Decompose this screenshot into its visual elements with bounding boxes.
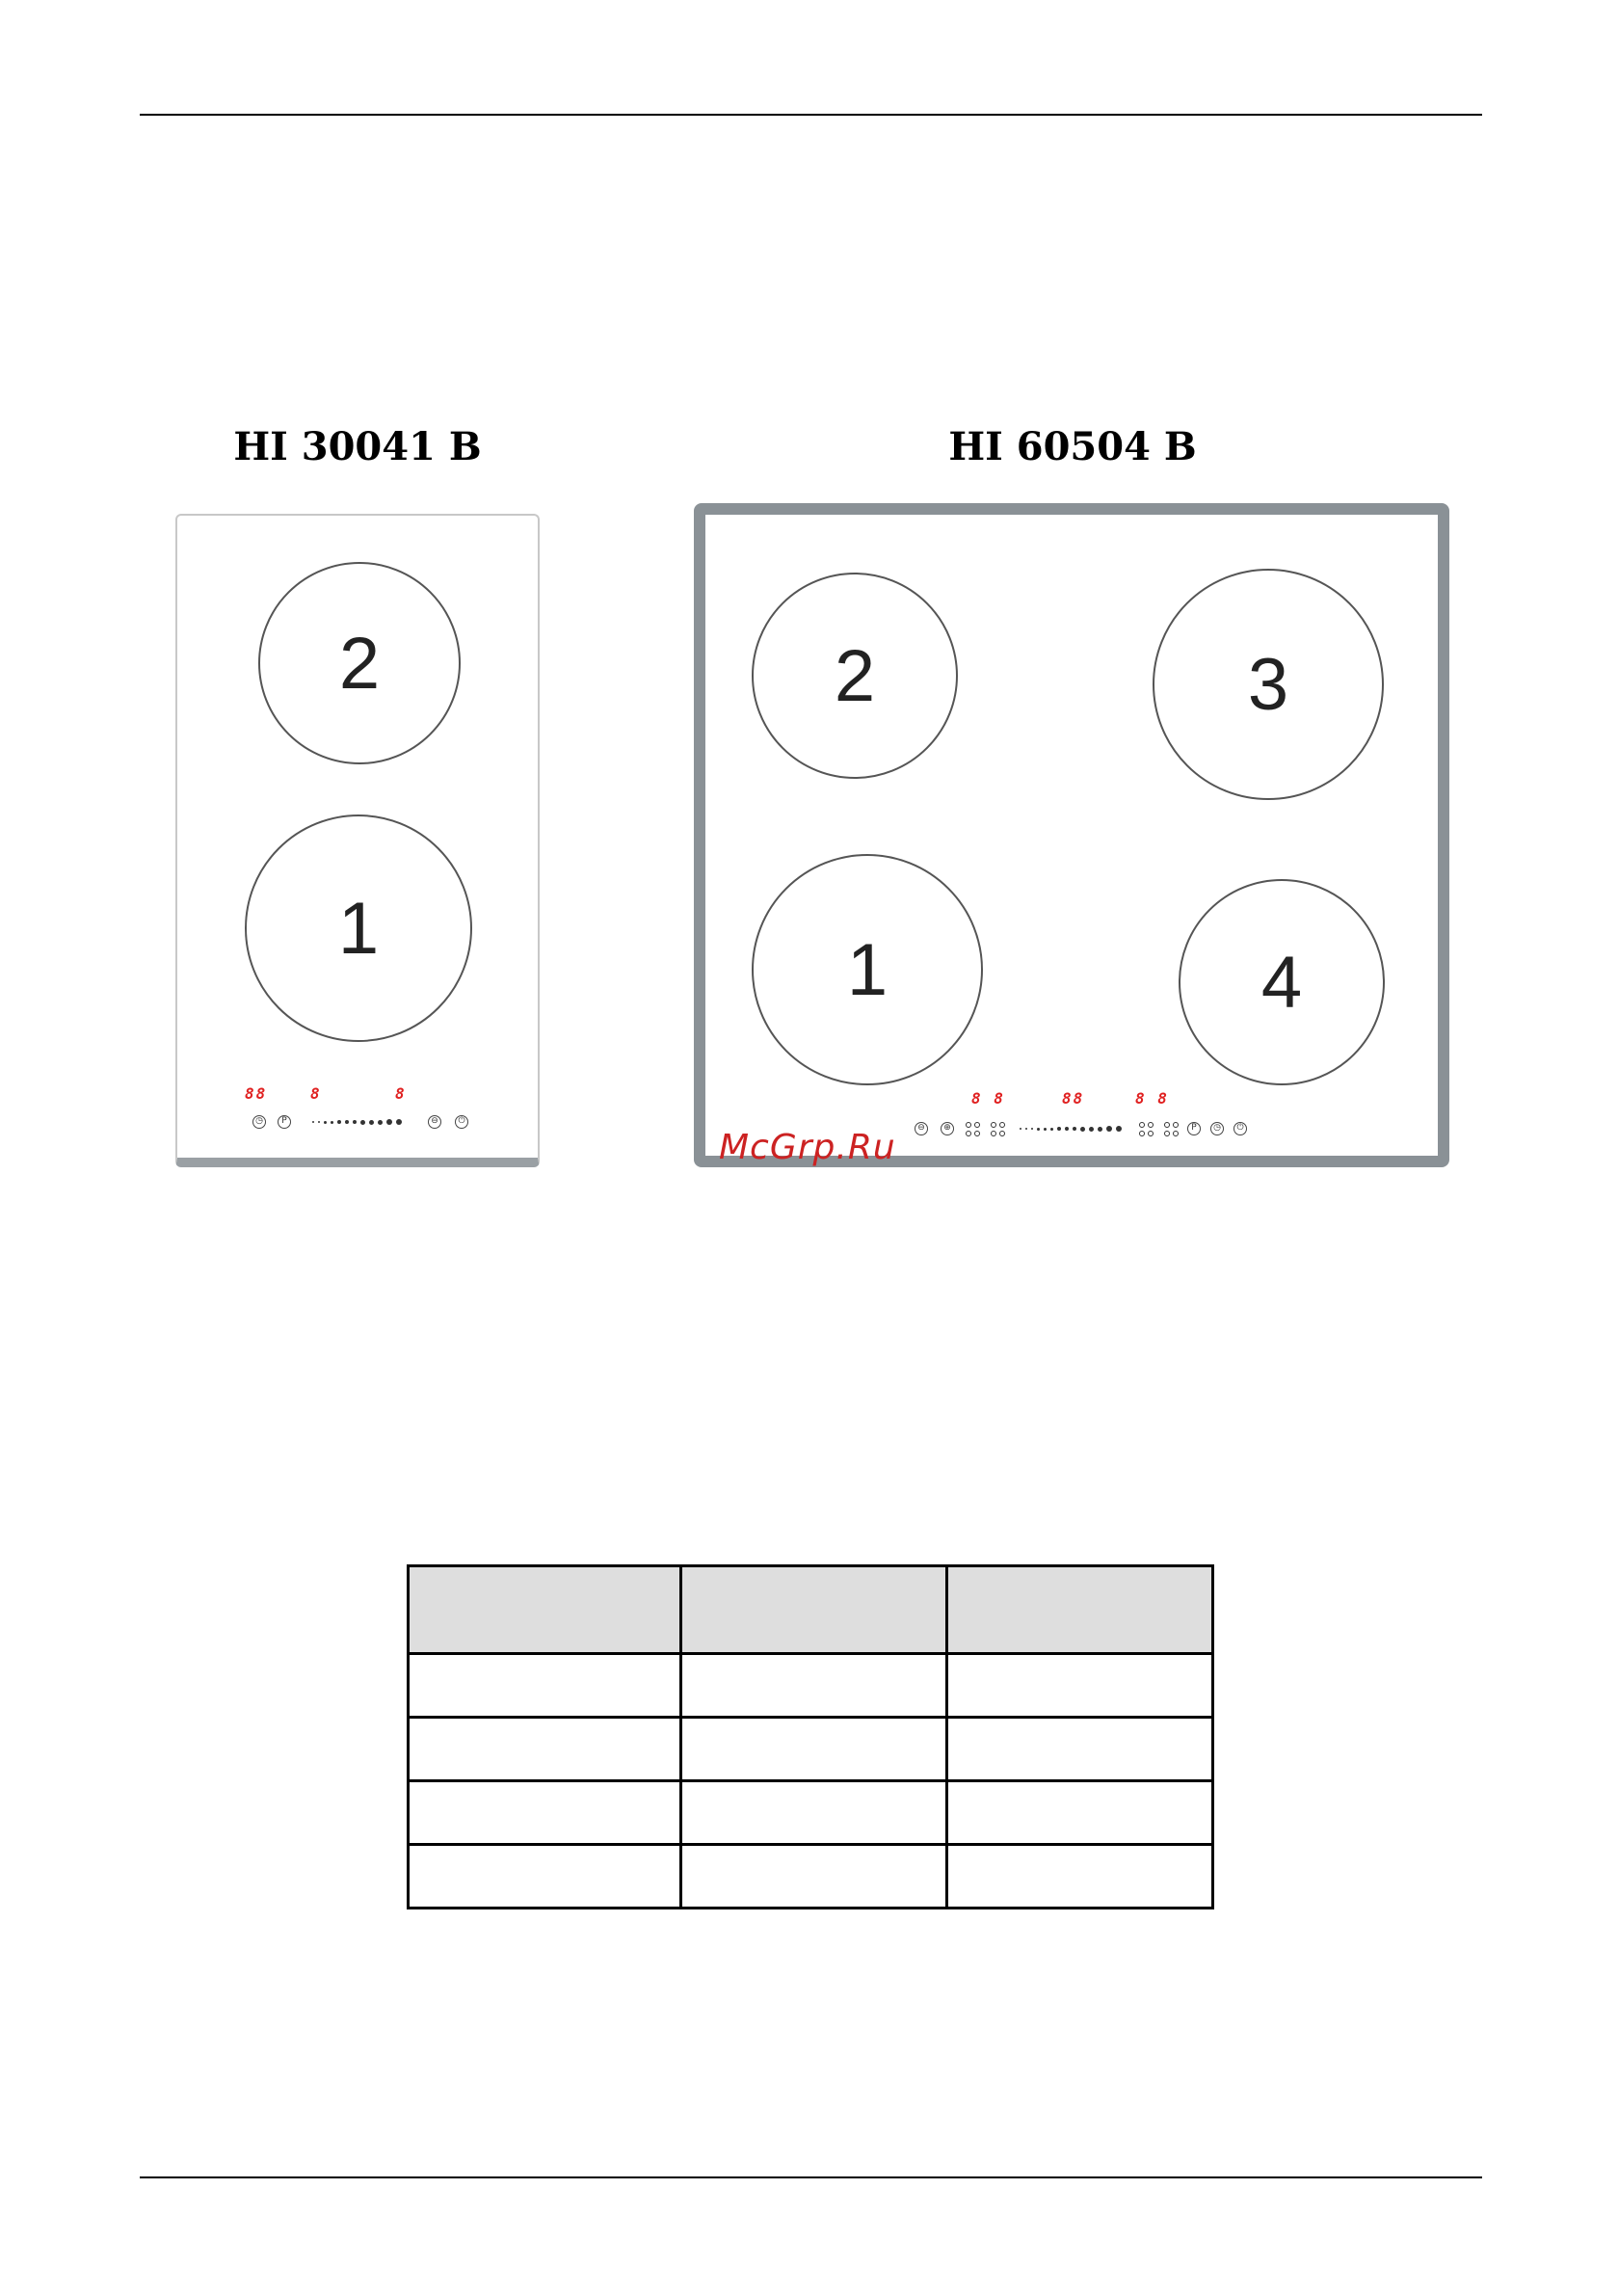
cooking-zone [1153, 569, 1384, 800]
table-header-row [409, 1566, 1213, 1654]
digit-display: 8 8 [1135, 1089, 1169, 1108]
zone-number: 1 [846, 928, 889, 1011]
table-cell [409, 1845, 681, 1909]
zone-number: 3 [1247, 643, 1289, 726]
lock-icon[interactable]: ⊖ [915, 1122, 928, 1135]
hob-diagram-small [175, 514, 540, 1167]
digit-display: 8 [310, 1084, 322, 1103]
table-cell [409, 1718, 681, 1781]
table-cell [681, 1845, 947, 1909]
table-cell [947, 1718, 1213, 1781]
timer-icon[interactable]: ◷ [252, 1115, 266, 1129]
pause-icon[interactable]: P [1187, 1122, 1201, 1135]
power-slider[interactable] [1020, 1126, 1122, 1132]
zone-selector-icon[interactable] [991, 1122, 1006, 1137]
table-header-cell [681, 1566, 947, 1654]
cooking-zone [258, 562, 461, 764]
control-panel [177, 1084, 542, 1142]
digit-display: 88 [1062, 1089, 1085, 1108]
pause-icon[interactable]: P [278, 1115, 291, 1129]
zone-selector-icon[interactable] [1164, 1122, 1180, 1137]
table-row [409, 1781, 1213, 1845]
table-header-cell [947, 1566, 1213, 1654]
hob-diagram-large [694, 503, 1449, 1167]
cooking-zone [1179, 879, 1385, 1085]
zone-selector-icon[interactable] [966, 1122, 981, 1137]
watermark: McGrp.Ru [719, 1128, 896, 1167]
table-cell [681, 1654, 947, 1718]
zone-number: 4 [1260, 941, 1303, 1024]
zone-selector-icon[interactable] [1139, 1122, 1154, 1137]
lock-icon[interactable]: ⊖ [428, 1115, 441, 1129]
table-cell [409, 1654, 681, 1718]
cooking-zone [752, 573, 958, 779]
spec-table [407, 1564, 1214, 1909]
digit-display: 8 8 [971, 1089, 1005, 1108]
table-row [409, 1845, 1213, 1909]
zone-number: 1 [337, 887, 380, 970]
table-cell [947, 1845, 1213, 1909]
table-cell [681, 1781, 947, 1845]
model-title-small: HI 30041 B [233, 424, 482, 469]
table-cell [681, 1718, 947, 1781]
power-icon[interactable]: ⏻ [455, 1115, 468, 1129]
power-slider[interactable] [312, 1119, 402, 1125]
boost-icon[interactable]: ⊕ [941, 1122, 954, 1135]
table-cell [409, 1781, 681, 1845]
table-row [409, 1718, 1213, 1781]
cooking-zone [245, 814, 472, 1042]
timer-icon[interactable]: ◷ [1210, 1122, 1224, 1135]
table-cell [947, 1781, 1213, 1845]
digit-display: 88 [245, 1084, 268, 1103]
table-row [409, 1654, 1213, 1718]
table-cell [947, 1654, 1213, 1718]
top-rule [140, 114, 1482, 116]
table-header-cell [409, 1566, 681, 1654]
power-icon[interactable]: ⏻ [1233, 1122, 1247, 1135]
model-title-large: HI 60504 B [948, 424, 1197, 469]
zone-number: 2 [834, 634, 876, 717]
cooking-zone [752, 854, 983, 1085]
zone-number: 2 [338, 622, 381, 705]
digit-display: 8 [395, 1084, 407, 1103]
bottom-rule [140, 2176, 1482, 2178]
